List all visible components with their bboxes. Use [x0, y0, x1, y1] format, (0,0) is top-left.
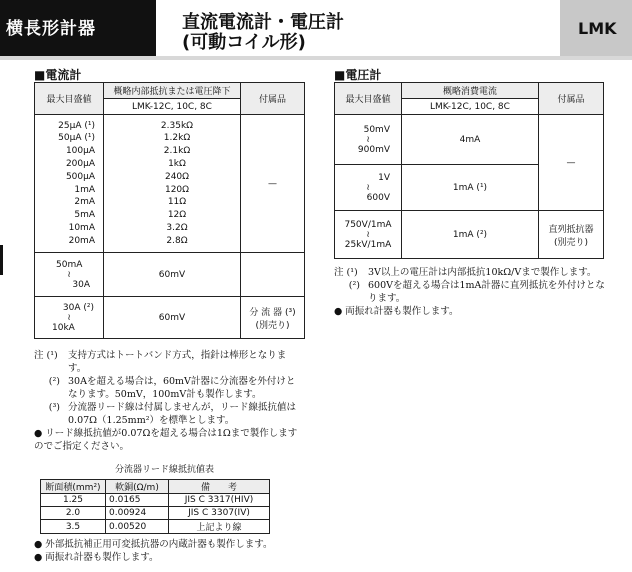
shunt-range-top: 30A (²): [62, 302, 94, 313]
lead-cell: 1.25: [41, 494, 106, 507]
ammeter-header-accessory: 付属品: [241, 83, 305, 115]
voltmeter-notes: [334, 266, 606, 318]
shunt-accessory-line1: 分 流 器 (³): [249, 307, 296, 318]
shunt-range-bottom: 10kA: [52, 322, 75, 333]
lead-cell: JIS C 3307(IV): [169, 507, 270, 520]
lead-cell: JIS C 3317(HIV): [169, 494, 270, 507]
category-label: 横長形計器: [6, 19, 96, 39]
v-note-bullet: ● 両振れ計器も製作します。: [334, 306, 459, 317]
v-note-1: 注 (¹) 3V以上の電圧計は内部抵抗10kΩ/Vまで製作します。: [334, 267, 597, 278]
ammeter-shunt-range-cell: [35, 297, 104, 339]
ammeter-section-title: ■電流計: [34, 68, 82, 82]
ammeter-shunt-accessory: [241, 297, 305, 339]
note-2: (²) 30Aを超える場合は，60mV計器に分流器を外付けとなります。50mV，100mV計も製作します。: [48, 376, 296, 400]
lead-cell: 0.0165: [106, 494, 169, 507]
ammeter-value-item: 1kΩ: [168, 158, 186, 169]
range-top: 50mA: [56, 259, 83, 270]
ammeter-scale-item: 10mA: [68, 222, 95, 233]
ammeter-scale-item: 25μA (¹): [58, 120, 95, 131]
ammeter-scale-item: 100μA: [65, 146, 95, 157]
header-divider: [0, 56, 632, 60]
ammeter-accessory-dash: —: [241, 115, 305, 253]
ammeter-range-accessory-empty: [241, 253, 305, 297]
voltmeter-header-accessory: 付属品: [539, 83, 604, 115]
voltmeter-section-title: ■電圧計: [334, 68, 382, 82]
voltmeter-value: 4mA: [402, 115, 539, 165]
voltmeter-value: 1mA (¹): [402, 165, 539, 211]
page-header: [0, 0, 632, 56]
lead-table-title: 分流器リード線抵抗値表: [115, 465, 215, 475]
ammeter-value-item: 3.2Ω: [166, 222, 188, 233]
ammeter-range-value: 60mV: [104, 253, 241, 297]
shunt-accessory-line2: (別売り): [255, 320, 290, 331]
voltmeter-value: 1mA (²): [402, 211, 539, 259]
voltmeter-header-approx: 概略消費電流: [402, 83, 539, 99]
category-banner: [0, 0, 156, 56]
ammeter-scale-item: 500μA: [65, 171, 95, 182]
ammeter-value-item: 1.2kΩ: [163, 133, 191, 144]
footer-bullets: [34, 538, 334, 564]
ammeter-header-models: LMK-12C, 10C, 8C: [104, 99, 241, 115]
voltmeter-header-models: LMK-12C, 10C, 8C: [402, 99, 539, 115]
ammeter-scales-cell: [35, 115, 104, 253]
ammeter-values-cell: [104, 115, 241, 253]
shunt-range-tilde: ≀: [67, 312, 71, 323]
voltmeter-resistor-accessory: 直列抵抗器 (別売り): [539, 211, 604, 259]
ammeter-value-item: 2.1kΩ: [163, 146, 191, 157]
ammeter-value-item: 2.35kΩ: [160, 120, 194, 131]
lead-table: [40, 479, 270, 534]
ammeter-value-item: 120Ω: [164, 184, 190, 195]
model-label: LMK: [578, 19, 617, 38]
ammeter-value-item: 11Ω: [167, 197, 187, 208]
ammeter-scale-item: 20mA: [68, 235, 95, 246]
voltmeter-range-cell: 750V/1mA ≀ 25kV/1mA: [335, 211, 402, 259]
ammeter-scale-item: 50μA (¹): [58, 133, 95, 144]
lead-cell: 2.0: [41, 507, 106, 520]
lead-header-copper: 軟銅(Ω/m): [106, 480, 169, 494]
voltmeter-table: [334, 82, 604, 259]
footer-bullet-1: ● 外部抵抗補正用可変抵抗器の内蔵計器も製作します。: [34, 539, 273, 550]
note-1: 注 (¹) 支持方式はトートバンド方式，指針は棒形となります。: [34, 350, 287, 374]
ammeter-shunt-value: 60mV: [104, 297, 241, 339]
lead-cell: 0.00520: [106, 520, 169, 534]
range-tilde: ≀: [67, 269, 71, 280]
voltmeter-range-cell: 50mV ≀ 900mV: [335, 115, 402, 165]
lead-cell: 上記より線: [169, 520, 270, 534]
ammeter-table: [34, 82, 305, 339]
footer-bullet-2: ● 両振れ計器も製作します。: [34, 552, 159, 563]
ammeter-value-item: 240Ω: [164, 171, 190, 182]
v-note-2: (²) 600Vを超える場合は1mA計器に直列抵抗を外付けとなります。: [348, 280, 605, 304]
voltmeter-header-scale: 最大目盛値: [335, 83, 402, 115]
ammeter-value-item: 2.8Ω: [166, 235, 188, 246]
voltmeter-accessory-dash: —: [539, 115, 604, 211]
range-bottom: 30A: [72, 279, 90, 290]
voltmeter-range-cell: 1V ≀ 600V: [335, 165, 402, 211]
side-marker: [0, 245, 3, 275]
note-bullet: ● リード線抵抗値が0.07Ωを超える場合は1Ωまで製作しますのでご指定ください。: [34, 428, 298, 452]
lead-cell: 3.5: [41, 520, 106, 534]
ammeter-notes: [34, 349, 302, 453]
ammeter-header-scale: 最大目盛値: [35, 83, 104, 115]
note-3: (³) 分流器リード線は付属しませんが，リード線抵抗値は0.07Ω（1.25mm²）を標準とします。: [48, 402, 297, 426]
page-subtitle: (可動コイル形): [182, 32, 306, 53]
ammeter-value-item: 12Ω: [167, 210, 187, 221]
ammeter-range-cell: [35, 253, 104, 297]
title-block: [156, 0, 560, 56]
page-title: 直流電流計・電圧計: [182, 12, 344, 33]
lead-cell: 0.00924: [106, 507, 169, 520]
ammeter-scale-item: 200μA: [65, 158, 95, 169]
ammeter-scale-item: 5mA: [74, 210, 95, 221]
lead-header-remarks: 備 考: [169, 480, 270, 494]
model-banner: [560, 0, 632, 56]
ammeter-scale-item: 1mA: [74, 184, 95, 195]
lead-header-area: 断面積(mm²): [41, 480, 106, 494]
ammeter-header-approx: 概略内部抵抗または電圧降下: [104, 83, 241, 99]
ammeter-scale-item: 2mA: [74, 197, 95, 208]
